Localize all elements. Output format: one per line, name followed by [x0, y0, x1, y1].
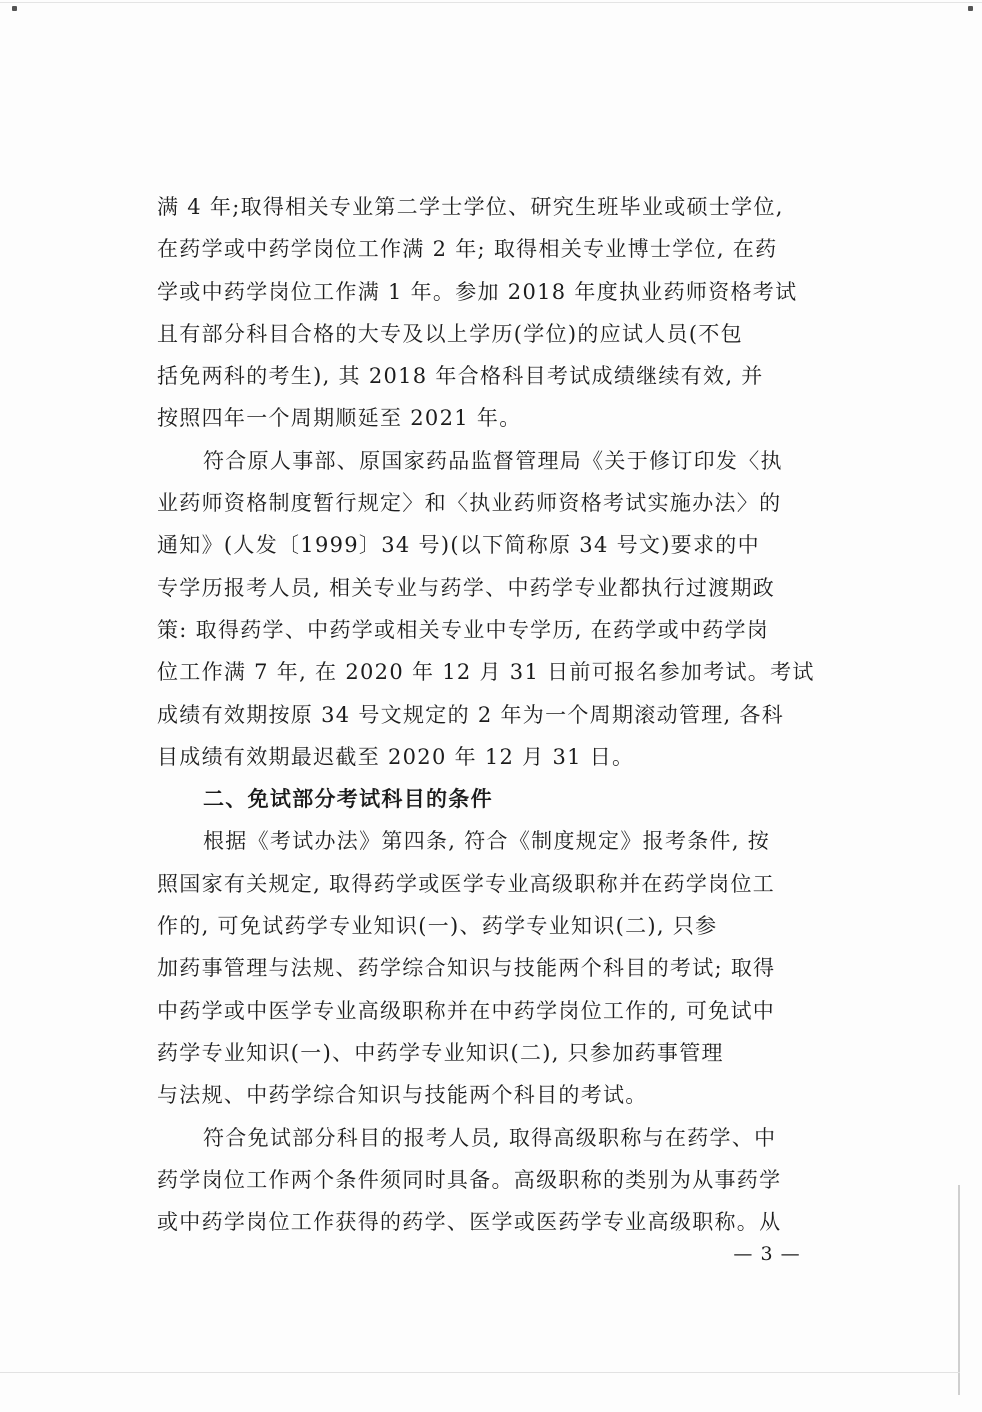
text-line: 按照四年一个周期顺延至 2021 年。 [157, 406, 522, 431]
text-line: 加药事管理与法规、药学综合知识与技能两个科目的考试; 取得 [157, 956, 776, 981]
text-line: 通知》(人发〔1999〕34 号)(以下简称原 34 号文)要求的中 [157, 533, 760, 558]
text-line: 符合免试部分科目的报考人员, 取得高级职称与在药学、中 [203, 1125, 777, 1150]
text-line: 药学岗位工作两个条件须同时具备。高级职称的类别为从事药学 [157, 1167, 782, 1192]
text-line: 策: 取得药学、中药学或相关专业中专学历, 在药学或中药学岗 [157, 617, 770, 642]
text-line: 照国家有关规定, 取得药学或医学专业高级职称并在药学岗位工 [157, 871, 776, 896]
text-line: 药学专业知识(一)、中药学专业知识(二), 只参加药事管理 [157, 1040, 724, 1065]
scan-edge-bottom [0, 1372, 960, 1373]
text-line: 与法规、中药学综合知识与技能两个科目的考试。 [157, 1083, 648, 1108]
text-line: 中药学或中医学专业高级职称并在中药学岗位工作的, 可免试中 [157, 998, 776, 1023]
text-line: 学或中药学岗位工作满 1 年。参加 2018 年度执业药师资格考试 [157, 279, 798, 304]
text-line: 专学历报考人员, 相关专业与药学、中药学专业都执行过渡期政 [157, 575, 776, 600]
scan-edge-right [958, 1185, 960, 1395]
text-line: 且有部分科目合格的大专及以上学历(学位)的应试人员(不包 [157, 321, 743, 346]
text-line: 目成绩有效期最迟截至 2020 年 12 月 31 日。 [157, 744, 635, 769]
text-line: 括免两科的考生), 其 2018 年合格科目考试成绩继续有效, 并 [157, 364, 764, 389]
section-heading: 二、免试部分考试科目的条件 [203, 787, 493, 812]
text-line: 满 4 年;取得相关专业第二学士学位、研究生班毕业或硕士学位, [157, 195, 784, 219]
text-line: 业药师资格制度暂行规定〉和〈执业药师资格考试实施办法〉的 [157, 491, 782, 516]
scan-edge-top [0, 2, 982, 3]
text-line: 作的, 可免试药学专业知识(一)、药学专业知识(二), 只参 [157, 914, 718, 939]
page-number: — 3 — [733, 1243, 801, 1265]
text-line: 位工作满 7 年, 在 2020 年 12 月 31 日前可报名参加考试。考试 [157, 660, 815, 685]
body-text [157, 186, 827, 1243]
text-line: 在药学或中药学岗位工作满 2 年; 取得相关专业博士学位, 在药 [157, 237, 778, 262]
text-line: 符合原人事部、原国家药品监督管理局《关于修订印发〈执 [203, 448, 783, 473]
scan-mark-top-right [968, 6, 973, 11]
text-line: 或中药学岗位工作获得的药学、医学或医药学专业高级职称。从 [157, 1210, 782, 1235]
text-line: 成绩有效期按原 34 号文规定的 2 年为一个周期滚动管理, 各科 [157, 702, 785, 727]
scan-mark-top-left [12, 6, 17, 11]
text-line: 根据《考试办法》第四条, 符合《制度规定》报考条件, 按 [203, 829, 771, 854]
